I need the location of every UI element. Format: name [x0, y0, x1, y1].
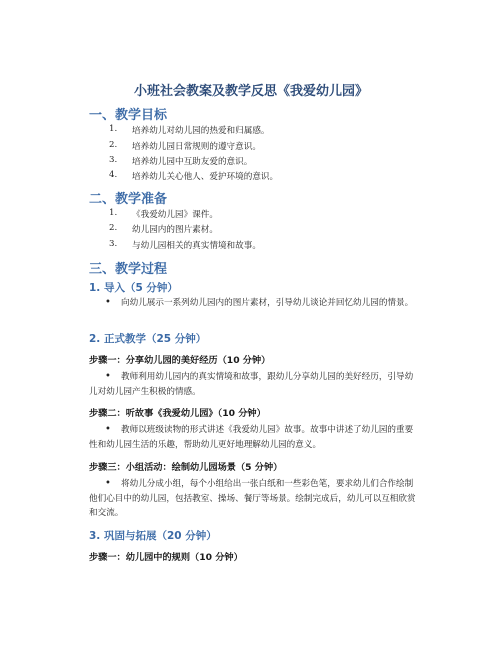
- section-heading-process: 三、教学过程: [89, 262, 168, 277]
- document-title: 小班社会教案及教学反思《我爱幼儿园》: [133, 84, 368, 99]
- list-number: 1.: [109, 208, 118, 218]
- step-title: 步骤一：幼儿园中的规则（10 分钟）: [89, 552, 243, 563]
- list-item: 与幼儿园相关的真实情境和故事。: [132, 241, 261, 251]
- subheading-main-teaching: 2. 正式教学（25 分钟）: [89, 333, 207, 345]
- list-number: 2.: [109, 223, 118, 233]
- paragraph: [89, 296, 419, 311]
- paragraph-text: 向幼儿展示一系列幼儿园内的图片素材，引导幼儿谈论并回忆幼儿园的情景。: [121, 298, 414, 308]
- subheading-consolidate: 3. 巩固与拓展（20 分钟）: [89, 530, 217, 542]
- paragraph-text: 将幼儿分成小组，每个小组给出一张白纸和一些彩色笔，要求幼儿们合作绘制他们心目中的幼儿园，包括教室、操场、餐厅等场景。绘制完成后，幼儿可以互相欣赏和交流。: [89, 479, 416, 518]
- paragraph: [89, 477, 419, 521]
- list-item: 培养幼儿园日常规则的遵守意识。: [132, 142, 261, 152]
- paragraph-text: 教师以班级读物的形式讲述《我爱幼儿园》故事。故事中讲述了幼儿园的重要性和幼儿园生活的乐趣，帮助幼儿更好地理解幼儿园的意义。: [89, 425, 414, 450]
- step-title: 步骤二：听故事《我爱幼儿园》（10 分钟）: [89, 408, 266, 419]
- list-number: 4.: [109, 170, 118, 180]
- bullet-icon: •: [105, 424, 111, 435]
- list-item: 幼儿园内的图片素材。: [132, 225, 218, 235]
- paragraph: [89, 370, 419, 399]
- bullet-icon: •: [105, 371, 111, 382]
- section-heading-preparation: 二、教学准备: [89, 192, 168, 207]
- paragraph: [89, 423, 419, 452]
- bullet-icon: •: [105, 297, 111, 308]
- step-title: 步骤三：小组活动：绘制幼儿园场景（5 分钟）: [89, 462, 283, 473]
- list-number: 3.: [109, 155, 118, 165]
- step-title: 步骤一：分享幼儿园的美好经历（10 分钟）: [89, 355, 271, 366]
- bullet-icon: •: [105, 478, 111, 489]
- list-item: 《我爱幼儿园》课件。: [132, 210, 218, 220]
- list-number: 2.: [109, 140, 118, 150]
- list-item: 培养幼儿对幼儿园的热爱和归属感。: [132, 126, 270, 136]
- paragraph-text: 教师利用幼儿园内的真实情境和故事，跟幼儿分享幼儿园的美好经历，引导幼儿对幼儿园产生积极的情感。: [89, 372, 414, 397]
- subheading-intro: 1. 导入（5 分钟）: [89, 282, 178, 294]
- section-heading-objectives: 一、教学目标: [89, 108, 168, 123]
- list-item: 培养幼儿园中互助友爱的意识。: [132, 157, 253, 167]
- list-number: 3.: [109, 239, 118, 249]
- list-item: 培养幼儿关心他人、爱护环境的意识。: [132, 172, 279, 182]
- list-number: 1.: [109, 124, 118, 134]
